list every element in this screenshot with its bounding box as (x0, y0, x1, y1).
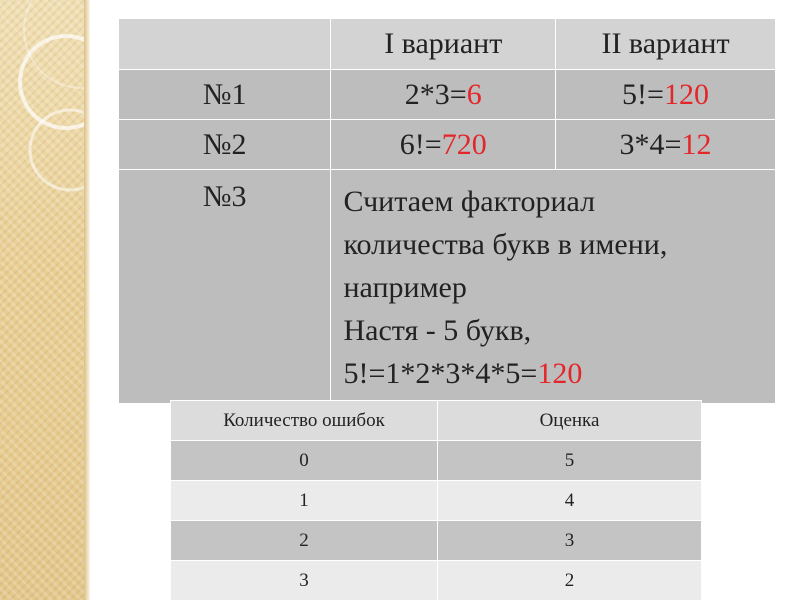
grade-value: 2 (438, 561, 702, 601)
grade-value: 5 (438, 441, 702, 481)
decorative-circles (0, 0, 88, 600)
factorial-expr: 5!=1*2*3*4*5= (343, 357, 538, 390)
task-3-description (331, 170, 776, 404)
errors-count: 1 (171, 481, 438, 521)
band-edge (84, 0, 90, 600)
header-variant-2: II вариант (556, 19, 776, 70)
task-answer-v2 (556, 70, 776, 120)
grading-table (170, 400, 702, 601)
header-grade: Оценка (438, 401, 702, 441)
grading-row (171, 561, 702, 601)
header-variant-1: I вариант (331, 19, 556, 70)
task-label: №2 (119, 120, 331, 170)
answer-result: 120 (663, 77, 709, 111)
grading-header-row (171, 401, 702, 441)
grading-row (171, 481, 702, 521)
variants-header-row (119, 19, 776, 70)
errors-count: 2 (171, 521, 438, 561)
factorial-result: 120 (537, 357, 583, 390)
task-label: №1 (119, 70, 331, 120)
decorative-side-band (0, 0, 88, 600)
task-answer-v2 (556, 120, 776, 170)
answer-expr: 2*3= (404, 77, 467, 111)
task-row-3 (119, 170, 776, 404)
grade-value: 3 (438, 521, 702, 561)
errors-count: 0 (171, 441, 438, 481)
description-line: например (343, 271, 467, 304)
task-row-1 (119, 70, 776, 120)
description-line (343, 352, 763, 395)
task-row-2 (119, 120, 776, 170)
header-empty-cell (119, 19, 331, 70)
grading-row (171, 521, 702, 561)
description-line: количества букв в имени, (343, 228, 668, 261)
answer-result: 6 (466, 77, 482, 111)
grading-row (171, 441, 702, 481)
task-answer-v1 (331, 120, 556, 170)
answer-expr: 3*4= (619, 127, 682, 161)
description-line: Считаем факториал (343, 185, 596, 218)
errors-count: 3 (171, 561, 438, 601)
grade-value: 4 (438, 481, 702, 521)
header-errors: Количество ошибок (171, 401, 438, 441)
answer-result: 720 (441, 127, 487, 161)
answer-expr: 6!= (399, 127, 442, 161)
answer-result: 12 (681, 127, 712, 161)
task-label: №3 (119, 170, 331, 404)
description-line: Настя - 5 букв, (343, 314, 532, 347)
task-answer-v1 (331, 70, 556, 120)
variants-table (118, 18, 776, 404)
answer-expr: 5!= (622, 77, 664, 111)
